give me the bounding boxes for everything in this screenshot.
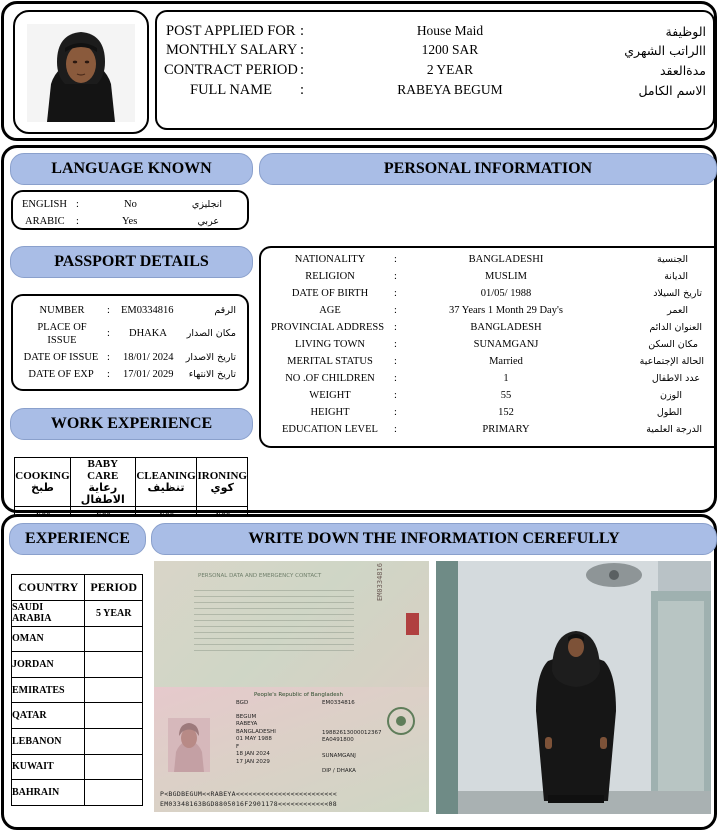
personal-row: WEIGHT : 55 الوزن [309,390,682,401]
passport-no: EM0334816 [322,700,355,706]
header-value: House Maid [416,23,484,38]
passport-prev-no: EA0491800 [322,737,354,743]
passport-sex: F [236,743,240,750]
passport-fields-right [322,700,382,776]
personal-row: HEIGHT : 152 الطول [310,407,682,418]
passport-row: DATE OF ISSUE : 18/01/ 2024 تاريخ الاصدار [23,352,236,363]
header-value: 2 YEAR [426,62,474,77]
country-cell: QATAR [12,703,85,729]
passport-number-vertical: EM0334816 [376,563,384,601]
passport-scan [154,561,429,812]
passport-row: PLACE OF ISSUE : DHAKA مكان الصدار [37,322,236,346]
passport-country-line: People's Republic of Bangladesh [254,692,343,698]
language-row: ENGLISH : No انجليزي [22,199,222,210]
period-cell [85,677,143,703]
passport-authority: DIP / DHAKA [322,768,356,774]
header-row: CONTRACT PERIOD : 2 YEAR مدةالعقد [164,61,706,78]
passport-code: BGD [236,700,249,706]
period-cell [85,754,143,780]
country-cell: SAUDI ARABIA [12,601,85,627]
header-row: FULL NAME : RABEYA BEGUM الاسم الكامل [190,81,706,98]
personal-row: NATIONALITY : BANGLADESHI الجنسية [294,254,688,265]
personal-row: NO .OF CHILDREN : 1 عدد الاطفال [285,373,700,384]
photo-frame [13,10,149,134]
experience-table [11,574,143,806]
passport-given: RABEYA [236,721,258,727]
passport-dob: 01 MAY 1988 [236,736,272,742]
experience-title: EXPERIENCE [9,523,146,555]
passport-nationality: BANGLADESHI [236,728,276,735]
header-value: RABEYA BEGUM [397,82,503,97]
passport-emblem-icon [386,706,416,736]
country-cell: JORDAN [12,652,85,678]
personal-title: PERSONAL INFORMATION [259,153,717,185]
personal-row: AGE : 37 Years 1 Month 29 Day's العمر [319,305,688,316]
country-header: COUNTRY [12,575,85,601]
passport-issue: 18 JAN 2024 [236,751,270,757]
passport-fields [236,700,276,766]
passport-upper-lines [194,585,354,655]
work-col: COOKING طبخ [15,458,71,507]
period-cell [85,728,143,754]
passport-row: NUMBER : EM0334816 الرقم [39,305,236,316]
header-arabic: مدةالعقد [659,62,706,78]
personal-row: EDUCATION LEVEL : PRIMARY الدرجة العلمية [282,424,702,435]
passport-expiry: 17 JAN 2029 [236,758,270,765]
header-arabic: االراتب الشهري [624,42,706,58]
language-title: LANGUAGE KNOWN [10,153,253,185]
header-row: POST APPLIED FOR : House Maid الوظيفة [166,22,706,39]
header-arabic: الاسم الكامل [638,82,706,98]
personal-row: DATE OF BIRTH : 01/05/ 1988 تاريخ السيلاد [291,288,702,299]
header-arabic: الوظيفة [665,23,706,39]
work-col: BABY CARE رعاية الاطفال [70,458,135,507]
language-row: ARABIC : Yes عربي [25,216,219,227]
passport-surname: BEGUM [236,713,257,720]
header-label: MONTHLY SALARY [166,41,298,58]
period-cell: 5 YEAR [85,601,143,627]
country-cell: BAHRAIN [12,780,85,806]
header-row: MONTHLY SALARY : 1200 SAR االراتب الشهري [166,41,706,58]
work-col: CLEANING تنظيف [135,458,197,507]
passport-upper-title: PERSONAL DATA AND EMERGENCY CONTACT [198,573,322,579]
header-label: POST APPLIED FOR [166,22,296,39]
period-cell [85,652,143,678]
instruction-title: WRITE DOWN THE INFORMATION CEREFULLY [151,523,717,555]
passport-row: DATE OF EXP : 17/01/ 2029 تاريخ الانتهاء [28,369,236,380]
country-cell: EMIRATES [12,677,85,703]
personal-row: PROVINCIAL ADDRESS : BANGLADESH العنوان الدائم [271,322,702,333]
passport-holder-photo [168,718,210,772]
personal-row: LIVING TOWN : SUNAMGANJ مكان السكن [295,339,698,350]
period-cell [85,626,143,652]
header-value: 1200 SAR [421,42,479,57]
header-label: CONTRACT PERIOD [164,61,298,78]
header-label: FULL NAME [190,81,273,98]
passport-title: PASSPORT DETAILS [10,246,253,278]
work-col: IRONING كوي [197,458,248,507]
country-cell: LEBANON [12,728,85,754]
passport-mrz-line-1: P<BGDBEGUM<<RABEYA<<<<<<<<<<<<<<<<<<<<<<<< [160,790,337,798]
passport-birthplace: SUNAMGANJ [322,752,356,759]
work-title: WORK EXPERIENCE [10,408,253,440]
country-cell: OMAN [12,626,85,652]
passport-mrz-line-2: EM03348163BGD8805016F2901178<<<<<<<<<<<<08 [160,800,337,808]
portrait-photo [27,24,135,122]
period-cell [85,703,143,729]
period-header: PERIOD [85,575,143,601]
country-cell: KUWAIT [12,754,85,780]
full-body-photo [436,561,711,814]
passport-red-stamp [406,613,419,635]
personal-row: RELIGION : MUSLIM الديانة [305,271,688,282]
personal-row: MERITAL STATUS : Married الحالة الإجتماعية [287,356,704,367]
passport-personal-no: 19882613000012367 [322,729,382,736]
period-cell [85,780,143,806]
